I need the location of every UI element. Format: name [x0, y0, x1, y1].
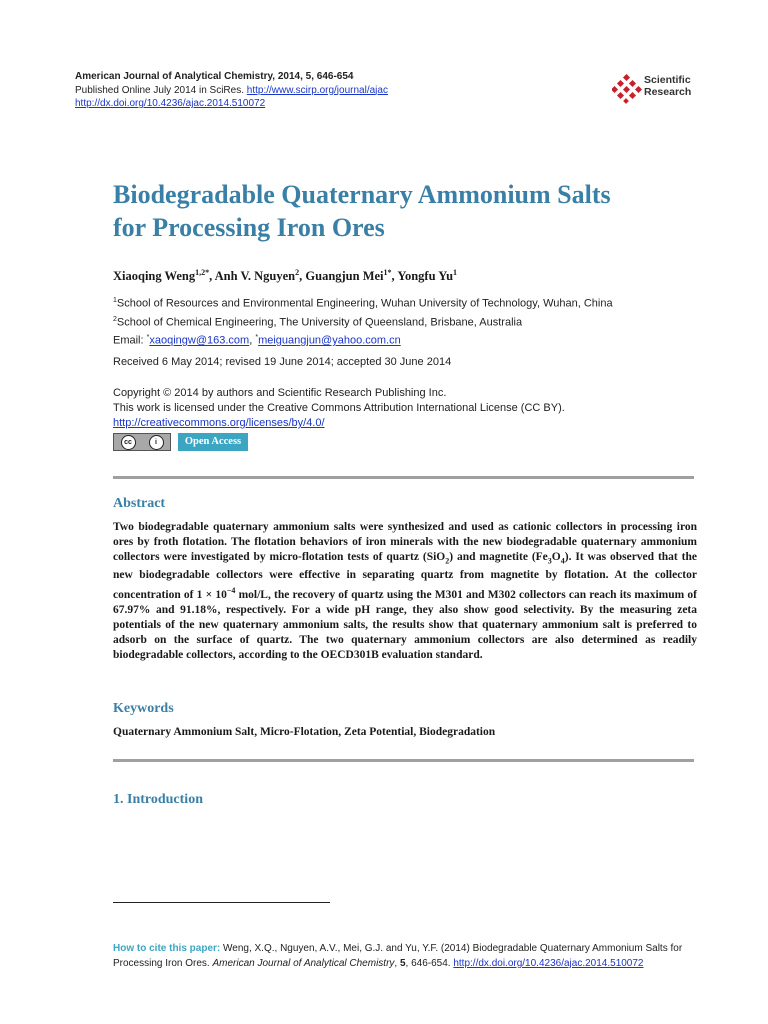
cite-journal: American Journal of Analytical Chemistry	[212, 958, 395, 969]
copyright-line: Copyright © 2014 by authors and Scientific Research Publishing Inc.	[113, 387, 447, 399]
email-label: Email:	[113, 334, 144, 347]
license-url-link[interactable]: http://creativecommons.org/licenses/by/4.0/	[113, 417, 325, 429]
abstract-heading: Abstract	[113, 496, 166, 511]
logo-wordmark	[644, 75, 691, 98]
divider	[113, 759, 694, 762]
copyright-block	[113, 386, 565, 431]
email-link[interactable]: meiguangjun@yahoo.com.cn	[258, 334, 401, 347]
affiliation: $^1$School of Resources and Environmental Engineering, Wuhan University of Technology, Wuhan, China	[113, 297, 613, 310]
cite-volume: 5	[399, 958, 406, 969]
open-access-badge: Open Access	[178, 433, 248, 451]
keywords-heading: Keywords	[113, 701, 174, 716]
email-link[interactable]: xaoqingw@163.com	[149, 334, 250, 347]
doi-link[interactable]: http://dx.doi.org/10.4236/ajac.2014.510072	[75, 98, 266, 109]
author: Yongfu Yu$^1$	[397, 268, 458, 284]
author: Xiaoqing Weng$^{1,2*}$	[113, 268, 210, 284]
cite-label: How to cite this paper:	[113, 943, 221, 954]
affiliations	[113, 293, 613, 349]
logo-line-2: Research	[644, 85, 692, 98]
abstract-text: Two biodegradable quaternary ammonium salts were synthesized and used as cationic collectors in processing iron ores by froth flotation. The flotation behaviors of iron minerals with the new biodegradable quaternary ammonium collectors were investigated by micro-flotation tests of quartz (SiO$_2$) and magnetite $(Fe_3O_4)$. It was observed that the new biodegradable collectors were effective in separating quartz from magnetite by flotation. At the collector concentration of $1 \times 10^{-4}$ mol/L, the recovery of quartz using the M301 and M302 collectors can reach its maximum of 67.97% and 91.18%, respectively. For a wide pH range, they also show good selectivity. By the measuring zeta potentials of the new quaternary ammonium salts, the results show that quaternary ammonium salt is preferred to adsorb on the surface of quartz. The two quaternary ammonium collectors are also determined as readily biodegradable collectors, according to the OECD301B evaluation standard.	[113, 521, 697, 662]
cc-icon: cc	[121, 435, 136, 450]
author-list: Xiaoqing Weng$^{1,2*}$, Anh V. Nguyen$^2$, Guangjun Mei$^{1*}$, Yongfu Yu$^1$	[113, 268, 458, 284]
keywords-text: Quaternary Ammonium Salt, Micro-Flotation, Zeta Potential, Biodegradation	[113, 726, 496, 738]
logo-line-1: Scientific	[644, 74, 691, 86]
introduction-heading: 1. Introduction	[113, 792, 203, 807]
affiliation: $^2$School of Chemical Engineering, The University of Queensland, Brisbane, Australia	[113, 315, 523, 329]
publication-line	[75, 84, 388, 98]
citation-block: How to cite this paper: Weng, X.Q., Nguyen, A.V., Mei, G.J. and Yu, Y.F. (2014) Biodegradable Quaternary Ammonium Salts for Processing Iron Ores. American Journal of Analytical Chemistry, 5, 646-654. http://dx.doi.org/10.4236/ajac.2014.510072	[113, 943, 683, 969]
title-line-1: Biodegradable Quaternary Ammonium Salts	[113, 180, 611, 209]
publisher-logo	[612, 72, 702, 104]
scientific-research-logo-icon	[612, 74, 642, 104]
journal-url-link[interactable]: http://www.scirp.org/journal/ajac	[246, 84, 388, 96]
footnote-rule	[113, 902, 330, 903]
cite-doi-link[interactable]: http://dx.doi.org/10.4236/ajac.2014.510072	[453, 958, 644, 969]
author: Anh V. Nguyen$^2$	[214, 268, 300, 284]
journal-citation: American Journal of Analytical Chemistry, 2014, 5, 646-654	[75, 71, 354, 82]
author: Guangjun Mei$^{1*}$	[305, 268, 392, 284]
received-dates: Received 6 May 2014; revised 19 June 2014; accepted 30 June 2014	[113, 356, 452, 368]
paper-title	[113, 178, 713, 244]
title-line-2: for Processing Iron Ores	[113, 213, 385, 242]
cc-by-badge[interactable]	[113, 433, 171, 451]
divider	[113, 476, 694, 479]
journal-header	[75, 70, 388, 111]
license-line: This work is licensed under the Creative Commons Attribution International License (CC BY).	[113, 402, 565, 414]
attribution-icon: i	[149, 435, 164, 450]
published-text: Published Online July 2014 in SciRes.	[75, 84, 244, 96]
email-line: Email: *xaoqingw@163.com, *meiguangjun@yahoo.com.cn	[113, 334, 401, 347]
